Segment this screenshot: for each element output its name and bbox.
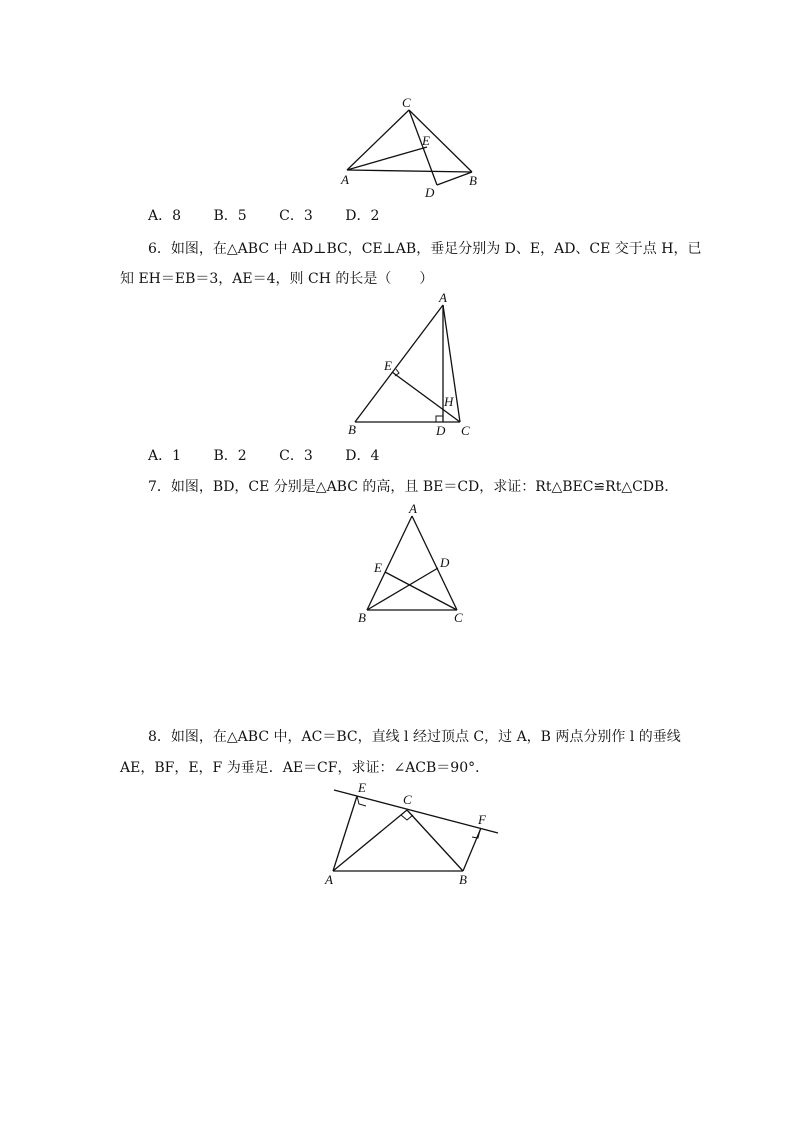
label-C: C bbox=[403, 792, 412, 807]
label-A: A bbox=[439, 290, 447, 305]
label-E: E bbox=[422, 133, 430, 148]
label-A: A bbox=[409, 501, 417, 516]
choice-b: B．5 bbox=[213, 208, 247, 224]
label-B: B bbox=[459, 872, 467, 887]
q7-text-line1: 7．如图，BD，CE 分别是△ABC 的高，且 BE＝CD，求证：Rt△BEC≌Rt△CDB． bbox=[148, 479, 679, 495]
label-D: D bbox=[440, 555, 450, 570]
choice-c: C．3 bbox=[279, 208, 313, 224]
choice-d: D．4 bbox=[345, 448, 380, 464]
label-H: H bbox=[444, 394, 454, 409]
q6-text-line1: 6．如图，在△ABC 中 AD⊥BC，CE⊥AB，垂足分别为 D、E，AD、CE 交于点 H，已 bbox=[148, 241, 702, 257]
label-E: E bbox=[358, 780, 366, 795]
choice-b: B．2 bbox=[213, 448, 247, 464]
q8-text-line1: 8．如图，在△ABC 中，AC＝BC，直线 l 经过顶点 C，过 A，B 两点分别作 l 的垂线 bbox=[148, 729, 681, 745]
label-F: F bbox=[478, 812, 486, 827]
label-C: C bbox=[402, 95, 411, 110]
label-B: B bbox=[358, 610, 366, 625]
q6-choices bbox=[148, 446, 407, 466]
choice-c: C．3 bbox=[279, 448, 313, 464]
label-E: E bbox=[374, 560, 382, 575]
choice-d: D．2 bbox=[345, 208, 380, 224]
q5-choices bbox=[148, 206, 407, 226]
q7-figure bbox=[352, 500, 472, 628]
label-D: D bbox=[436, 423, 446, 438]
label-B: B bbox=[469, 173, 477, 188]
label-E: E bbox=[384, 358, 392, 373]
label-A: A bbox=[325, 872, 333, 887]
q5-figure bbox=[335, 92, 485, 204]
q8-text-line2: AE，BF，E，F 为垂足．AE＝CF，求证：∠ACB＝90°． bbox=[120, 760, 490, 776]
label-C: C bbox=[454, 610, 463, 625]
q8-figure bbox=[320, 778, 505, 890]
choice-a: A．1 bbox=[148, 448, 182, 464]
label-C: C bbox=[461, 423, 470, 438]
q6-text-line2: 知 EH＝EB＝3，AE＝4，则 CH 的长是（ ） bbox=[120, 271, 434, 287]
label-B: B bbox=[348, 422, 356, 437]
label-D: D bbox=[425, 185, 435, 200]
choice-a: A．8 bbox=[148, 208, 182, 224]
label-A: A bbox=[341, 172, 349, 187]
q6-figure bbox=[340, 290, 480, 440]
